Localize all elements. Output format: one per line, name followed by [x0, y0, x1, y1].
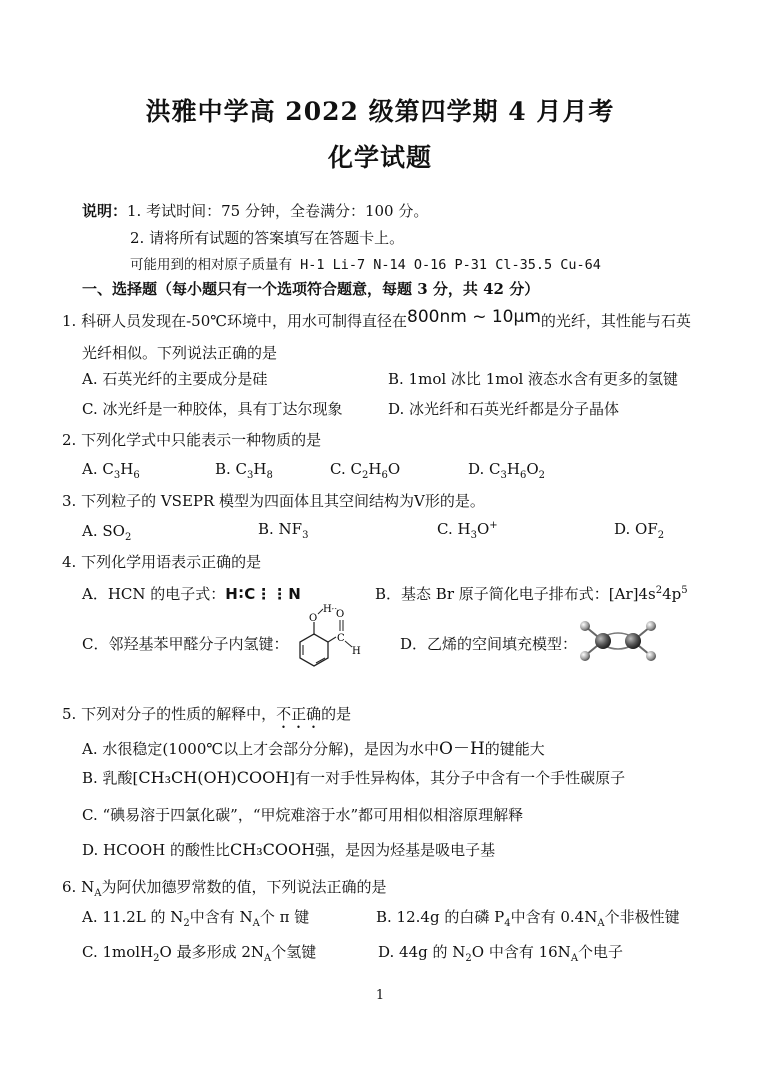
exam-title: 洪雅中学高 2022 级第四学期 4 月月考	[145, 97, 615, 126]
q1-formula: 800nm ~ 10μm	[407, 307, 541, 327]
q1-option-b: B. 1mol 冰比 1mol 液态水含有更多的氢键	[388, 370, 679, 388]
question-1-stem	[62, 307, 691, 331]
carbon-atom	[625, 633, 641, 649]
q4-option-b: B．基态 Br 原子简化电子排布式：$[Ar]4s^24p^5$	[375, 585, 688, 603]
q3-option-a: A. $SO_2$	[82, 522, 132, 543]
q1-option-d: D. 冰光纤和石英光纤都是分子晶体	[388, 400, 620, 418]
q3-option-c: C. $H_3O^+$	[437, 520, 498, 541]
notes-line-3: 可能用到的相对原子质量有 H-1 Li-7 N-14 O-16 P-31 Cl-35.5 Cu-64	[130, 257, 601, 273]
q6-option-c: C. 1molH$_2$O 最多形成 $2N_A$个氢键	[82, 943, 317, 964]
oxygen-label-2: O	[336, 609, 345, 620]
q1-stem-b: 的光纤，其性能与石英	[540, 312, 691, 330]
q2-option-c: C. $C_2H_6O$	[330, 460, 401, 481]
question-3-stem: 3. 下列粒子的 VSEPR 模型为四面体且其空间结构为V形的是。	[62, 492, 485, 510]
q2-option-b: B. $C_3H_8$	[215, 460, 273, 481]
q6-option-d: D. 44g 的 $N_2O$ 中含有 $16N_A$个电子	[378, 943, 624, 964]
q1-stem-a: 1. 科研人员发现在-50℃环境中，用水可制得直径在	[62, 312, 408, 330]
acetic-acid-formula: CH₃COOH	[230, 840, 316, 859]
q4-option-d: D．乙烯的空间填充模型：	[400, 635, 578, 653]
notes-block	[82, 200, 428, 221]
oxygen-label-1: O	[309, 613, 318, 624]
question-6-stem: 6. $N_A$为阿伏加德罗常数的值，下列说法正确的是	[62, 878, 387, 899]
hydrogen-atom	[580, 651, 590, 661]
carbon-atom	[595, 633, 611, 649]
q4-option-a: A．HCN 的电子式：H∶C⋮⋮N	[82, 585, 302, 603]
q5-option-b: B. 乳酸[CH₃CH(OH)COOH]有一对手性异构体，其分子中含有一个手性碳原子	[82, 768, 626, 787]
hydrogen-atom	[646, 651, 656, 661]
section-heading: 一、选择题（每小题只有一个选项符合题意，每题 3 分，共 42 分）	[82, 280, 540, 298]
q6-option-b: B. 12.4g 的白磷 $P_4$中含有 $0.4N_A$个非极性键	[376, 908, 680, 929]
notes-line-2: 2. 请将所有试题的答案填写在答题卡上。	[130, 229, 405, 247]
hydrogen-label-2: H	[352, 646, 361, 657]
emphasis-not-correct: 不正确	[276, 705, 322, 723]
question-5-stem: 5. 下列对分子的性质的解释中，不正确的是	[62, 705, 352, 723]
notes-line-1: 1. 考试时间：75 分钟，全卷满分：100 分。	[127, 202, 429, 220]
q5-option-d: D. HCOOH 的酸性比CH₃COOH强，是因为烃基是吸电子基	[82, 840, 496, 859]
question-2-stem: 2. 下列化学式中只能表示一种物质的是	[62, 431, 322, 449]
q5-option-c: C. “碘易溶于四氯化碳”，“甲烷难溶于水”都可用相似相溶原理解释	[82, 806, 524, 824]
q3-option-b: B. $NF_3$	[258, 520, 309, 541]
q4-option-c: C．邻羟基苯甲醛分子内氢键：	[82, 635, 289, 653]
question-1-stem-2: 光纤相似。下列说法正确的是	[82, 344, 278, 362]
carbon-label: C	[337, 633, 345, 644]
hydrogen-label-1: H	[323, 604, 332, 615]
q6-option-a: A. 11.2L 的 $N_2$中含有 $N_A$个 π 键	[82, 908, 310, 929]
q2-option-d: D. $C_3H_6O_2$	[468, 460, 546, 481]
q1-option-a: A. 石英光纤的主要成分是硅	[82, 370, 268, 388]
question-4-stem: 4. 下列化学用语表示正确的是	[62, 553, 262, 571]
lactic-acid-formula: CH₃CH(OH)COOH	[138, 768, 290, 787]
page-number: 1	[375, 988, 385, 1003]
ethylene-model	[578, 620, 658, 664]
q1-option-c: C. 冰光纤是一种胶体，具有丁达尔现象	[82, 400, 343, 418]
oh-bond: O－H	[439, 739, 485, 759]
salicylaldehyde-structure	[288, 604, 370, 676]
q5-option-a: A. 水很稳定(1000℃以上才会部分分解)，是因为水中O－H的键能大	[82, 739, 545, 759]
notes-label: 说明：	[82, 202, 128, 220]
hydrogen-atom	[646, 621, 656, 631]
q2-option-a: A. $C_3H_6$	[82, 460, 140, 481]
q3-option-d: D. $OF_2$	[614, 520, 665, 541]
hydrogen-atom	[580, 621, 590, 631]
exam-subtitle: 化学试题	[327, 143, 432, 172]
hcn-electron-formula: H∶C⋮⋮N	[225, 585, 302, 603]
